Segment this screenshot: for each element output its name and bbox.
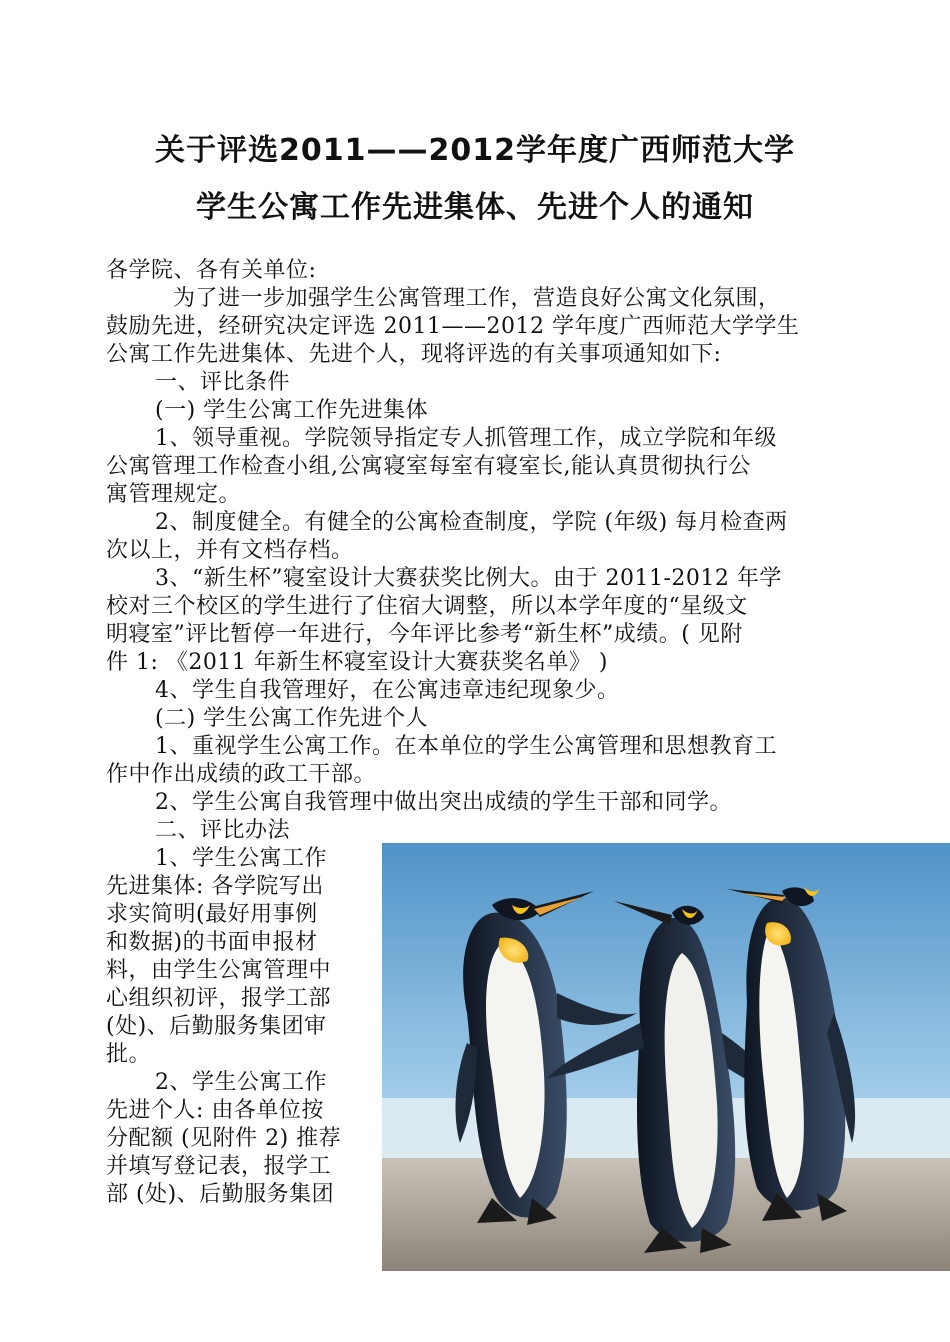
- document-title-line2: 学生公寓工作先进集体、先进个人的通知: [196, 190, 754, 225]
- subsection-heading: (二) 学生公寓工作先进个人: [155, 706, 429, 731]
- body-line: 分配额 (见附件 2) 推荐: [106, 1126, 342, 1151]
- body-line: 2、制度健全。有健全的公寓检查制度，学院 (年级) 每月检查两: [155, 510, 788, 535]
- body-line: 件 1: 《2011 年新生杯寝室设计大赛获奖名单》 ): [106, 650, 608, 675]
- body-line: 先进个人: 由各单位按: [106, 1098, 324, 1123]
- body-line: 校对三个校区的学生进行了住宿大调整，所以本学年度的“星级文: [106, 594, 748, 619]
- body-line: 并填写登记表，报学工: [106, 1154, 332, 1179]
- body-line: 2、学生公寓自我管理中做出突出成绩的学生干部和同学。: [155, 790, 732, 815]
- body-line: 部 (处)、后勤服务集团: [106, 1182, 335, 1207]
- body-line: 心组织初评，报学工部: [106, 986, 332, 1011]
- body-line: 寓管理规定。: [106, 482, 242, 507]
- section-heading: 二、评比办法: [155, 818, 291, 843]
- body-line: 求实简明(最好用事例: [106, 902, 318, 927]
- body-line: 批。: [106, 1042, 152, 1067]
- body-line: 公寓工作先进集体、先进个人，现将评选的有关事项通知如下:: [106, 342, 722, 367]
- penguins-photo-icon: [382, 843, 950, 1271]
- body-line: 4、学生自我管理好，在公寓违章违纪现象少。: [155, 678, 620, 703]
- body-line: 先进集体: 各学院写出: [106, 874, 324, 899]
- body-line: 1、重视学生公寓工作。在本单位的学生公寓管理和思想教育工: [155, 734, 777, 759]
- body-line: 明寝室”评比暂停一年进行，今年评比参考“新生杯”成绩。( 见附: [106, 622, 743, 647]
- body-line: 鼓励先进，经研究决定评选 2011——2012 学年度广西师范大学学生: [106, 314, 800, 339]
- body-line: 次以上，并有文档存档。: [106, 538, 354, 563]
- subsection-heading: (一) 学生公寓工作先进集体: [155, 398, 429, 423]
- body-line: 3、“新生杯”寝室设计大赛获奖比例大。由于 2011-2012 年学: [155, 566, 782, 591]
- body-line: 2、学生公寓工作: [155, 1070, 327, 1095]
- document-title-line1: 关于评选2011——2012学年度广西师范大学: [155, 133, 795, 168]
- salutation: 各学院、各有关单位:: [106, 258, 317, 283]
- body-line: 1、学生公寓工作: [155, 846, 327, 871]
- body-line: 作中作出成绩的政工干部。: [106, 762, 377, 787]
- body-line: 公寓管理工作检查小组,公寓寝室每室有寝室长,能认真贯彻执行公: [106, 454, 751, 479]
- section-heading: 一、评比条件: [155, 370, 291, 395]
- penguins-photo: [382, 843, 950, 1271]
- body-line: 料，由学生公寓管理中: [106, 958, 332, 983]
- body-line: 1、领导重视。学院领导指定专人抓管理工作，成立学院和年级: [155, 426, 777, 451]
- body-line: 为了进一步加强学生公寓管理工作，营造良好公寓文化氛围，: [173, 286, 781, 311]
- body-line: 和数据)的书面申报材: [106, 930, 318, 955]
- body-line: (处)、后勤服务集团审: [106, 1014, 327, 1039]
